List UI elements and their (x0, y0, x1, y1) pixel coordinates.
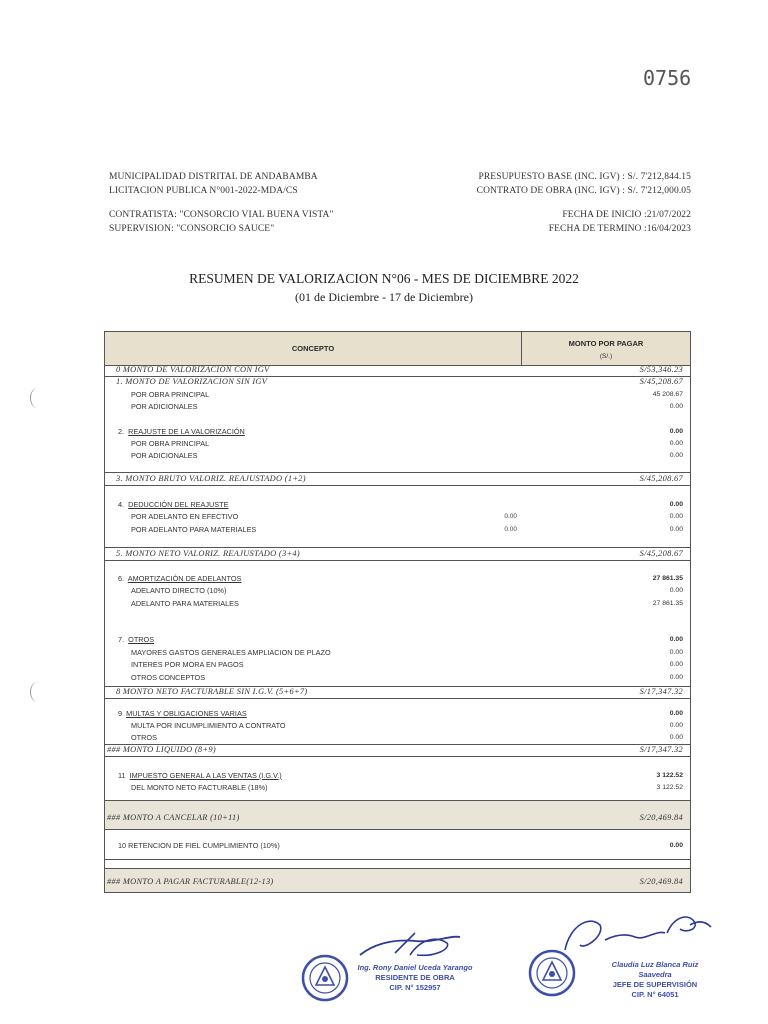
row-divider (105, 859, 690, 860)
supervision-line: SUPERVISION: "CONSORCIO SAUCE" (109, 224, 275, 234)
table-row: MAYORES GASTOS GENERALES AMPLIACION DE PLAZO 0.00 (131, 648, 683, 657)
start-date-line: FECHA DE INICIO :21/07/2022 (562, 210, 691, 220)
binder-hole-mark (30, 388, 45, 408)
document-title: RESUMEN DE VALORIZACION N°06 - MES DE DICIEMBRE 2022 (189, 271, 579, 286)
table-row: POR ADELANTO EN EFECTIVO 0.00 0.00 (131, 512, 683, 521)
table-row: POR OBRA PRINCIPAL 45 208.67 (131, 390, 683, 399)
table-row: 5. MONTO NETO VALORIZ. REAJUSTADO (3+4) S/45,208.67 (116, 549, 683, 558)
municipality-line: MUNICIPALIDAD DISTRITAL DE ANDABAMBA (109, 172, 318, 182)
row-divider (105, 868, 690, 869)
valuation-summary-table (104, 331, 691, 893)
row-divider (105, 698, 690, 699)
header-left-block-2 (109, 208, 333, 236)
table-row: POR OBRA PRINCIPAL 0.00 (131, 439, 683, 448)
resident-seal-stamp (300, 953, 350, 1003)
table-row: INTERES POR MORA EN PAGOS 0.00 (131, 660, 683, 669)
contract-amount-line: CONTRATO DE OBRA (INC. IGV) : S/. 7'212,000.05 (476, 186, 691, 196)
table-row: 10 RETENCION DE FIEL CUMPLIMIENTO (10%) 0.00 (118, 841, 683, 850)
column-header-amount: MONTO POR PAGAR (568, 339, 644, 348)
row-divider (105, 829, 690, 830)
table-row: ### MONTO A PAGAR FACTURABLE(12-13) S/20,469.84 (107, 877, 683, 886)
resident-cip: CIP. N° 152957 (389, 983, 441, 992)
header-right-block (477, 170, 691, 198)
document-subtitle: (01 de Diciembre - 17 de Diciembre) (295, 290, 473, 304)
table-row: POR ADELANTO PARA MATERIALES 0.00 0.00 (131, 525, 683, 534)
table-row: MULTA POR INCUMPLIMIENTO A CONTRATO 0.00 (131, 721, 683, 730)
table-row: POR ADICIONALES 0.00 (131, 451, 683, 460)
table-row: ADELANTO PARA MATERIALES 27 861.35 (131, 599, 683, 608)
column-header-concept: CONCEPTO (105, 332, 522, 365)
table-row: 6. AMORTIZACIÓN DE ADELANTOS 27 861.35 (118, 574, 683, 583)
table-row: ### MONTO A CANCELAR (10+11) S/20,469.84 (107, 813, 683, 822)
resident-name: Ing. Rony Daniel Uceda Yarango (357, 963, 473, 972)
table-row: 4. DEDUCCIÓN DEL REAJUSTE 0.00 (118, 500, 683, 509)
row-divider (105, 800, 690, 801)
table-row: 1. MONTO DE VALORIZACION SIN IGV S/45,208.67 (116, 377, 683, 386)
table-row: 2. REAJUSTE DE LA VALORIZACIÓN 0.00 (118, 427, 683, 436)
tender-line: LICITACION PUBLICA N°001-2022-MDA/CS (109, 186, 298, 196)
table-row: 0 MONTO DE VALORIZACION CON IGV S/53,346.23 (116, 365, 683, 374)
table-row: 8 MONTO NETO FACTURABLE SIN I.G.V. (5+6+7) S/17,347.32 (116, 687, 683, 696)
table-row: 11 IMPUESTO GENERAL A LAS VENTAS (I.G.V.) 3 122.52 (118, 771, 683, 780)
supervisor-cip: CIP. N° 64051 (631, 990, 679, 999)
supervisor-name: Claudia Luz Blanca Ruiz Saavedra (611, 960, 699, 979)
table-row: OTROS 0.00 (131, 733, 683, 742)
table-row: POR ADICIONALES 0.00 (131, 402, 683, 411)
page-number: 0756 (643, 66, 692, 90)
supervisor-role: JEFE DE SUPERVISIÓN (612, 980, 698, 989)
table-row: DEL MONTO NETO FACTURABLE (18%) 3 122.52 (131, 783, 683, 792)
supervision-signature (555, 905, 715, 960)
table-header (105, 332, 690, 366)
table-row: 3. MONTO BRUTO VALORIZ. REAJUSTADO (1+2) S/45,208.67 (116, 474, 683, 483)
base-budget-line: PRESUPUESTO BASE (INC. IGV) : S/. 7'212,844.15 (478, 172, 691, 182)
row-divider (105, 485, 690, 486)
table-row: ADELANTO DIRECTO (10%) 0.00 (131, 586, 683, 595)
table-row: ### MONTO LIQUIDO (8+9) S/17,347.32 (107, 745, 683, 754)
table-row: OTROS CONCEPTOS 0.00 (131, 673, 683, 682)
supervision-signature-block (600, 960, 710, 1000)
row-divider (105, 560, 690, 561)
table-row: 7. OTROS 0.00 (118, 635, 683, 644)
resident-role: RESIDENTE DE OBRA (375, 973, 455, 982)
contractor-line: CONTRATISTA: "CONSORCIO VIAL BUENA VISTA" (109, 210, 334, 220)
header-right-block-2 (549, 208, 691, 236)
header-left-block (109, 170, 318, 198)
row-divider (105, 756, 690, 757)
table-row: 9 MULTAS Y OBLIGACIONES VARIAS 0.00 (118, 709, 683, 718)
column-header-currency: (S/.) (599, 353, 613, 360)
end-date-line: FECHA DE TERMINO :16/04/2023 (548, 224, 691, 234)
binder-hole-mark (30, 682, 45, 702)
resident-signature-block (345, 963, 485, 993)
